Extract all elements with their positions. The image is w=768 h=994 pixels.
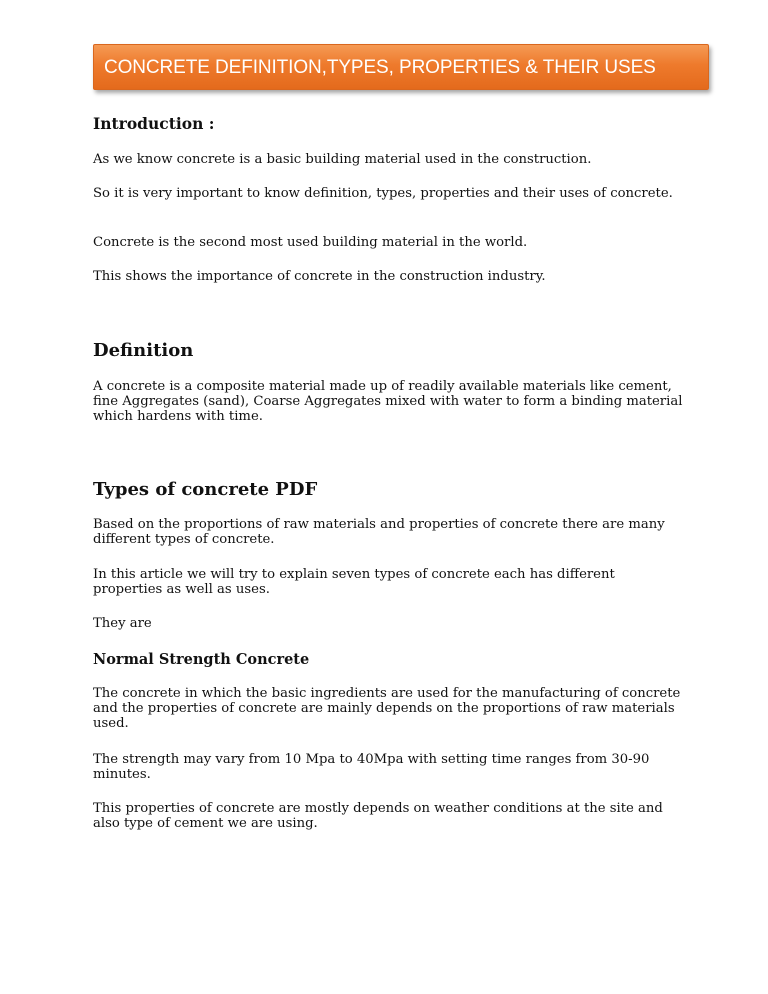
types-paragraph: They are (93, 616, 152, 631)
banner-title: CONCRETE DEFINITION,TYPES, PROPERTIES & THEIR USES (104, 57, 656, 78)
intro-paragraph: Concrete is the second most used building material in the world. (93, 235, 528, 250)
definition-paragraph: A concrete is a composite material made up of readily available materials like cement, fine Aggregates (sand), Coarse Aggregates mixed with water to form a binding material which hardens with time. (93, 379, 683, 424)
intro-paragraph: As we know concrete is a basic building material used in the construction. (93, 152, 592, 167)
intro-paragraph: So it is very important to know definition, types, properties and their uses of concrete. (93, 186, 673, 201)
types-paragraph: In this article we will try to explain seven types of concrete each has different properties as well as uses. (93, 567, 615, 597)
types-heading: Types of concrete PDF (93, 479, 318, 500)
normal-strength-paragraph: The strength may vary from 10 Mpa to 40Mpa with setting time ranges from 30-90 minutes. (93, 752, 650, 782)
normal-strength-paragraph: The concrete in which the basic ingredients are used for the manufacturing of concrete and the properties of concrete are mainly depends on the proportions of raw materials used. (93, 686, 681, 731)
title-banner (93, 44, 709, 90)
normal-strength-heading: Normal Strength Concrete (93, 651, 310, 668)
intro-paragraph: This shows the importance of concrete in the construction industry. (93, 269, 546, 284)
normal-strength-paragraph: This properties of concrete are mostly depends on weather conditions at the site and also type of cement we are using. (93, 801, 663, 831)
definition-heading: Definition (93, 340, 194, 361)
introduction-heading: Introduction : (93, 114, 215, 133)
types-paragraph: Based on the proportions of raw materials and properties of concrete there are many different types of concrete. (93, 517, 665, 547)
